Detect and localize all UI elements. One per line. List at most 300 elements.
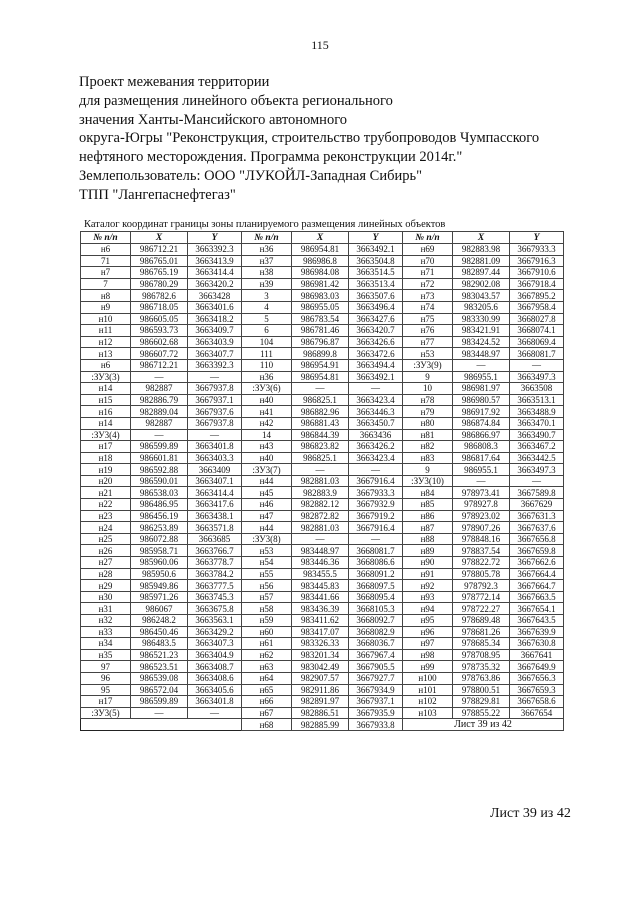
coordinate-cell: 983326.33 (292, 638, 349, 650)
point-label-cell: н6 (81, 359, 131, 371)
point-label-cell: н44 (242, 475, 292, 487)
coordinate-cell: 3667659.3 (510, 684, 564, 696)
coordinate-cell: 3663513.1 (510, 394, 564, 406)
header-line: ТПП "Лангепаснефтегаз" (79, 186, 236, 203)
coordinate-cell: 3663409 (188, 464, 242, 476)
coordinate-cell: 3667967.4 (349, 649, 403, 661)
coordinate-cell: 3667659.8 (510, 545, 564, 557)
coordinate-cell: 3668097.5 (349, 580, 403, 592)
coordinate-cell: 983043.57 (453, 290, 510, 302)
coordinate-cell: 3667631.3 (510, 510, 564, 522)
table-row (81, 278, 564, 290)
coordinate-cell: 3667935.9 (349, 707, 403, 719)
point-label-cell: н41 (242, 406, 292, 418)
coordinate-cell: 978848.16 (453, 533, 510, 545)
table-row (81, 684, 564, 696)
coordinate-cell: 3663497.3 (510, 464, 564, 476)
coordinate-cell: 3667630.8 (510, 638, 564, 650)
coordinate-cell: — (188, 371, 242, 383)
coordinate-cell: 978822.72 (453, 557, 510, 569)
table-row (81, 626, 564, 638)
point-label-cell: 110 (242, 359, 292, 371)
table-row (81, 522, 564, 534)
coordinate-cell: 978685.34 (453, 638, 510, 650)
table-row (81, 510, 564, 522)
point-label-cell: н19 (81, 464, 131, 476)
coordinate-cell: 3663401.8 (188, 441, 242, 453)
coordinate-cell: 3663446.3 (349, 406, 403, 418)
coordinate-cell: 3667933.3 (510, 244, 564, 256)
header-line: Проект межевания территории (79, 74, 270, 90)
coordinate-cell: 983445.83 (292, 580, 349, 592)
point-label-cell: 10 (403, 383, 453, 395)
point-label-cell: н12 (81, 336, 131, 348)
coordinate-cell: — (292, 383, 349, 395)
point-label-cell: 111 (242, 348, 292, 360)
point-label-cell: н100 (403, 672, 453, 684)
table-title: Каталог координат границы зоны планируемого размещения линейных объектов (84, 219, 446, 230)
coordinate-cell: 3667656.3 (510, 672, 564, 684)
coordinate-cell: 3663494.4 (349, 359, 403, 371)
coordinate-cell: 3668091.2 (349, 568, 403, 580)
coordinate-cell: 986072.88 (131, 533, 188, 545)
coordinate-cell: — (131, 429, 188, 441)
coordinate-cell: 3663508 (510, 383, 564, 395)
coordinate-cell: 978923.02 (453, 510, 510, 522)
coordinate-cell: — (453, 359, 510, 371)
coordinate-cell: 978855.22 (453, 707, 510, 719)
coordinate-cell: 3663420.7 (349, 325, 403, 337)
coordinate-cell: 986780.29 (131, 278, 188, 290)
coordinate-cell: 982882.12 (292, 499, 349, 511)
point-label-cell: н17 (81, 696, 131, 708)
coordinate-cell: 3663414.4 (188, 487, 242, 499)
point-label-cell: н9 (81, 301, 131, 313)
coordinate-cell: 3668095.4 (349, 591, 403, 603)
coordinate-cell: 986483.5 (131, 638, 188, 650)
table-row (81, 475, 564, 487)
coordinate-cell: 3663784.2 (188, 568, 242, 580)
point-label-cell: н69 (403, 244, 453, 256)
point-label-cell: н98 (403, 649, 453, 661)
coordinate-cell: 982883.9 (292, 487, 349, 499)
coordinate-cell: 986712.21 (131, 359, 188, 371)
table-row (81, 568, 564, 580)
header-line: для размещения линейного объекта регионального (79, 92, 393, 109)
point-label-cell: н37 (242, 255, 292, 267)
point-label-cell: н96 (403, 626, 453, 638)
coordinate-cell: 986599.89 (131, 441, 188, 453)
coordinate-cell: — (510, 359, 564, 371)
coordinate-cell: — (188, 707, 242, 719)
coordinate-cell: 983455.5 (292, 568, 349, 580)
point-label-cell: н36 (242, 371, 292, 383)
coordinate-cell: 3663490.7 (510, 429, 564, 441)
document-header (79, 73, 599, 205)
coordinate-cell: 986983.03 (292, 290, 349, 302)
coordinate-cell: 986593.73 (131, 325, 188, 337)
coordinate-cell: 978681.26 (453, 626, 510, 638)
point-label-cell: н32 (81, 615, 131, 627)
table-row (81, 649, 564, 661)
coordinate-cell: 986917.92 (453, 406, 510, 418)
coordinate-cell: 982902.08 (453, 278, 510, 290)
page-number: 115 (311, 38, 329, 52)
point-label-cell: н84 (403, 487, 453, 499)
coordinate-cell: 3667919.2 (349, 510, 403, 522)
coordinate-cell: 986599.89 (131, 696, 188, 708)
point-label-cell: 6 (242, 325, 292, 337)
column-header: № п/п (403, 232, 453, 244)
coordinate-cell: 3663392.3 (188, 244, 242, 256)
coordinate-cell: 3668105.3 (349, 603, 403, 615)
column-header: X (131, 232, 188, 244)
coordinate-cell: 3663467.2 (510, 441, 564, 453)
table-row (81, 371, 564, 383)
coordinate-cell: 986796.87 (292, 336, 349, 348)
point-label-cell: н46 (242, 499, 292, 511)
coordinate-cell: 3667658.6 (510, 696, 564, 708)
point-label-cell: :ЗУ3(6) (242, 383, 292, 395)
coordinate-cell: 3663504.8 (349, 255, 403, 267)
table-row (81, 487, 564, 499)
coordinate-cell: 3668082.9 (349, 626, 403, 638)
table-header-row (81, 232, 564, 244)
coordinate-cell: 982872.82 (292, 510, 349, 522)
point-label-cell: н95 (403, 615, 453, 627)
coordinate-cell: 982907.57 (292, 672, 349, 684)
table-row (81, 696, 564, 708)
coordinate-cell: 3663766.7 (188, 545, 242, 557)
coordinate-cell: 3667918.4 (510, 278, 564, 290)
point-label-cell: н43 (242, 441, 292, 453)
coordinate-cell: 3667916.3 (510, 255, 564, 267)
coordinate-cell: 982883.98 (453, 244, 510, 256)
point-label-cell: н83 (403, 452, 453, 464)
coordinate-cell: — (349, 464, 403, 476)
point-label-cell: н63 (242, 661, 292, 673)
table-row (81, 580, 564, 592)
point-label-cell: 3 (242, 290, 292, 302)
point-label-cell: н70 (403, 255, 453, 267)
coordinate-cell: 986592.88 (131, 464, 188, 476)
point-label-cell: н53 (242, 545, 292, 557)
point-label-cell: 7 (81, 278, 131, 290)
table-row (81, 638, 564, 650)
coordinate-cell: 3667895.2 (510, 290, 564, 302)
coordinate-cell: 983042.49 (292, 661, 349, 673)
point-label-cell: н59 (242, 615, 292, 627)
coordinate-cell: 978837.54 (453, 545, 510, 557)
coordinate-cell: 3667639.9 (510, 626, 564, 638)
coordinate-cell: 978763.86 (453, 672, 510, 684)
table-row (81, 591, 564, 603)
coordinate-cell: 978973.41 (453, 487, 510, 499)
coordinate-cell: 3667937.6 (188, 406, 242, 418)
coordinate-cell: 3663470.1 (510, 417, 564, 429)
point-label-cell: н35 (81, 649, 131, 661)
point-label-cell: н75 (403, 313, 453, 325)
column-header: Y (510, 232, 564, 244)
point-label-cell: н88 (403, 533, 453, 545)
coordinate-cell: 3663428 (188, 290, 242, 302)
coordinate-cell: 3663429.2 (188, 626, 242, 638)
point-label-cell: н99 (403, 661, 453, 673)
point-label-cell: н93 (403, 591, 453, 603)
point-label-cell: н90 (403, 557, 453, 569)
point-label-cell: н91 (403, 568, 453, 580)
coordinate-cell: 985971.26 (131, 591, 188, 603)
header-line: нефтяного месторождения. Программа реконструкции 2014г." (79, 149, 463, 166)
point-label-cell: н80 (403, 417, 453, 429)
coordinate-cell: 983330.99 (453, 313, 510, 325)
header-line: значения Ханты-Мансийского автономного (79, 111, 348, 128)
point-label-cell: 9 (403, 464, 453, 476)
coordinate-cell: 3667933.8 (349, 719, 403, 731)
coordinate-cell: 3663675.8 (188, 603, 242, 615)
coordinate-cell: 3663778.7 (188, 557, 242, 569)
coordinate-cell: 983448.97 (453, 348, 510, 360)
coordinate-cell: 982887 (131, 383, 188, 395)
coordinate-cell: 986981.42 (292, 278, 349, 290)
coordinate-cell: 3663450.7 (349, 417, 403, 429)
table-row (81, 533, 564, 545)
coordinate-cell: 978689.48 (453, 615, 510, 627)
coordinate-cell: 986881.43 (292, 417, 349, 429)
coordinate-cell: 983441.66 (292, 591, 349, 603)
coordinate-cell: 985949.86 (131, 580, 188, 592)
coordinate-cell: 986590.01 (131, 475, 188, 487)
coordinate-cell: 3667663.5 (510, 591, 564, 603)
point-label-cell: :ЗУ3(10) (403, 475, 453, 487)
coordinate-cell: 986523.51 (131, 661, 188, 673)
table-row (81, 661, 564, 673)
point-label-cell: :ЗУ3(7) (242, 464, 292, 476)
point-label-cell: 97 (81, 661, 131, 673)
coordinate-cell: 3667637.6 (510, 522, 564, 534)
coordinate-cell: 978772.14 (453, 591, 510, 603)
coordinate-cell: 982889.04 (131, 406, 188, 418)
coordinate-cell: 986955.1 (453, 464, 510, 476)
coordinate-cell: 3663407.7 (188, 348, 242, 360)
table-row (81, 406, 564, 418)
coordinate-cell: 3667932.9 (349, 499, 403, 511)
coordinate-cell: 986808.3 (453, 441, 510, 453)
coordinate-cell: 986955.1 (453, 371, 510, 383)
coordinate-cell: 982887 (131, 417, 188, 429)
table-row (81, 301, 564, 313)
coordinate-cell: 3663414.4 (188, 267, 242, 279)
table-row (81, 707, 564, 719)
coordinate-cell: 983411.62 (292, 615, 349, 627)
empty-cell (81, 719, 242, 731)
coordinate-cell: 3667937.1 (349, 696, 403, 708)
table-row (81, 545, 564, 557)
column-header: X (292, 232, 349, 244)
coordinate-cell: — (453, 475, 510, 487)
coordinate-cell: 3663472.6 (349, 348, 403, 360)
coordinate-cell: 986899.8 (292, 348, 349, 360)
point-label-cell: н56 (242, 580, 292, 592)
table-row (81, 325, 564, 337)
coordinate-cell: 986456.19 (131, 510, 188, 522)
coordinate-cell: 3663401.8 (188, 696, 242, 708)
coordinate-cell: 986783.54 (292, 313, 349, 325)
coordinate-cell: 3663427.6 (349, 313, 403, 325)
column-header: № п/п (81, 232, 131, 244)
coordinate-cell: 986955.05 (292, 301, 349, 313)
coordinate-cell: 986486.95 (131, 499, 188, 511)
coordinate-cell: 986253.89 (131, 522, 188, 534)
point-label-cell: н87 (403, 522, 453, 534)
coordinate-cell: 3663403.9 (188, 336, 242, 348)
coordinate-cell: 986781.46 (292, 325, 349, 337)
coordinate-cell: 3663418.2 (188, 313, 242, 325)
coordinate-cell: 3667927.7 (349, 672, 403, 684)
coordinate-cell: 3667916.4 (349, 522, 403, 534)
point-label-cell: н20 (81, 475, 131, 487)
point-label-cell: :ЗУ3(8) (242, 533, 292, 545)
coordinate-cell: 986823.82 (292, 441, 349, 453)
point-label-cell: н22 (81, 499, 131, 511)
coordinate-cell: 986765.01 (131, 255, 188, 267)
coordinate-cell: 3663496.4 (349, 301, 403, 313)
column-header: Y (188, 232, 242, 244)
coordinate-cell: 986602.68 (131, 336, 188, 348)
coordinate-cell: 978722.27 (453, 603, 510, 615)
coordinate-cell: 3663408.7 (188, 661, 242, 673)
coordinate-cell: 3663438.1 (188, 510, 242, 522)
coordinate-cell: 983205.6 (453, 301, 510, 313)
point-label-cell: н40 (242, 394, 292, 406)
coordinate-cell: 986825.1 (292, 452, 349, 464)
coordinate-cell: 3667654.1 (510, 603, 564, 615)
table-sheet-note: Лист 39 из 42 (403, 719, 564, 731)
coordinate-cell: 3663407.1 (188, 475, 242, 487)
coordinate-cell: 983446.36 (292, 557, 349, 569)
coordinate-cell: 986067 (131, 603, 188, 615)
coordinate-cell: 986718.05 (131, 301, 188, 313)
point-label-cell: н44 (242, 522, 292, 534)
table-row (81, 452, 564, 464)
table-row (81, 464, 564, 476)
point-label-cell: н38 (242, 267, 292, 279)
coordinate-cell: 3663407.3 (188, 638, 242, 650)
coordinate-cell: — (349, 533, 403, 545)
coordinate-cell: 3667937.8 (188, 383, 242, 395)
point-label-cell: н65 (242, 684, 292, 696)
coordinate-cell: 986539.08 (131, 672, 188, 684)
coordinate-cell: 3663513.4 (349, 278, 403, 290)
coordinate-cell: 3663405.6 (188, 684, 242, 696)
coordinate-cell: 3667664.7 (510, 580, 564, 592)
coordinate-cell: 3663401.6 (188, 301, 242, 313)
coordinate-cell: 985960.06 (131, 557, 188, 569)
coordinate-cell: 3667937.8 (188, 417, 242, 429)
table-row (81, 417, 564, 429)
point-label-cell: :ЗУ3(4) (81, 429, 131, 441)
coordinate-cell: 3663777.5 (188, 580, 242, 592)
coordinate-cell: 3668081.7 (349, 545, 403, 557)
coordinate-cell: 3663563.1 (188, 615, 242, 627)
coordinate-cell: — (349, 383, 403, 395)
coordinate-cell: 3667641 (510, 649, 564, 661)
point-label-cell: н67 (242, 707, 292, 719)
point-label-cell: н14 (81, 417, 131, 429)
coordinate-cell: 986248.2 (131, 615, 188, 627)
point-label-cell: н14 (81, 383, 131, 395)
coordinate-cell: 986450.46 (131, 626, 188, 638)
point-label-cell: 4 (242, 301, 292, 313)
coordinate-cell: 982885.99 (292, 719, 349, 731)
point-label-cell: н47 (242, 510, 292, 522)
coordinate-cell: 978805.78 (453, 568, 510, 580)
coordinate-cell: 3663507.6 (349, 290, 403, 302)
point-label-cell: н79 (403, 406, 453, 418)
table-row (81, 719, 564, 731)
coordinate-cell: 986521.23 (131, 649, 188, 661)
point-label-cell: н36 (242, 244, 292, 256)
coordinate-cell: 3667654 (510, 707, 564, 719)
coordinate-cell: 985958.71 (131, 545, 188, 557)
coordinate-cell: 982881.03 (292, 522, 349, 534)
header-line: Землепользователь: ООО "ЛУКОЙЛ-Западная Сибирь" (79, 167, 422, 184)
coordinate-cell: 3663571.8 (188, 522, 242, 534)
coordinate-cell: 985950.6 (131, 568, 188, 580)
point-label-cell: н60 (242, 626, 292, 638)
point-label-cell: н64 (242, 672, 292, 684)
point-label-cell: 104 (242, 336, 292, 348)
coordinate-cell: 3663408.6 (188, 672, 242, 684)
point-label-cell: н16 (81, 406, 131, 418)
coordinate-cell: 986782.6 (131, 290, 188, 302)
coordinate-cell: 982886.51 (292, 707, 349, 719)
coordinate-cell: 3663409.7 (188, 325, 242, 337)
point-label-cell: 95 (81, 684, 131, 696)
coordinate-cell: 986817.64 (453, 452, 510, 464)
point-label-cell: н82 (403, 441, 453, 453)
table-row (81, 557, 564, 569)
coordinate-cell: 3667656.8 (510, 533, 564, 545)
point-label-cell: н25 (81, 533, 131, 545)
point-label-cell: н103 (403, 707, 453, 719)
coordinate-cell: 986601.81 (131, 452, 188, 464)
table-row (81, 429, 564, 441)
coordinate-cell: 3663413.9 (188, 255, 242, 267)
point-label-cell: н18 (81, 452, 131, 464)
coordinate-cell: 3668074.1 (510, 325, 564, 337)
point-label-cell: н27 (81, 557, 131, 569)
coordinate-cell: 3668069.4 (510, 336, 564, 348)
point-label-cell: н30 (81, 591, 131, 603)
coordinate-cell: 3663514.5 (349, 267, 403, 279)
point-label-cell: н77 (403, 336, 453, 348)
point-label-cell: н101 (403, 684, 453, 696)
point-label-cell: н76 (403, 325, 453, 337)
coordinate-cell: 978829.81 (453, 696, 510, 708)
coordinate-cell: — (188, 429, 242, 441)
coordinate-cell: 986607.72 (131, 348, 188, 360)
coordinate-cell: — (131, 371, 188, 383)
table-row (81, 499, 564, 511)
coordinate-cell: 3667933.3 (349, 487, 403, 499)
coordinate-cell: 986882.96 (292, 406, 349, 418)
point-label-cell: н57 (242, 591, 292, 603)
point-label-cell: н55 (242, 568, 292, 580)
coordinate-cell: 3668036.7 (349, 638, 403, 650)
point-label-cell: н13 (81, 348, 131, 360)
point-label-cell: н72 (403, 278, 453, 290)
